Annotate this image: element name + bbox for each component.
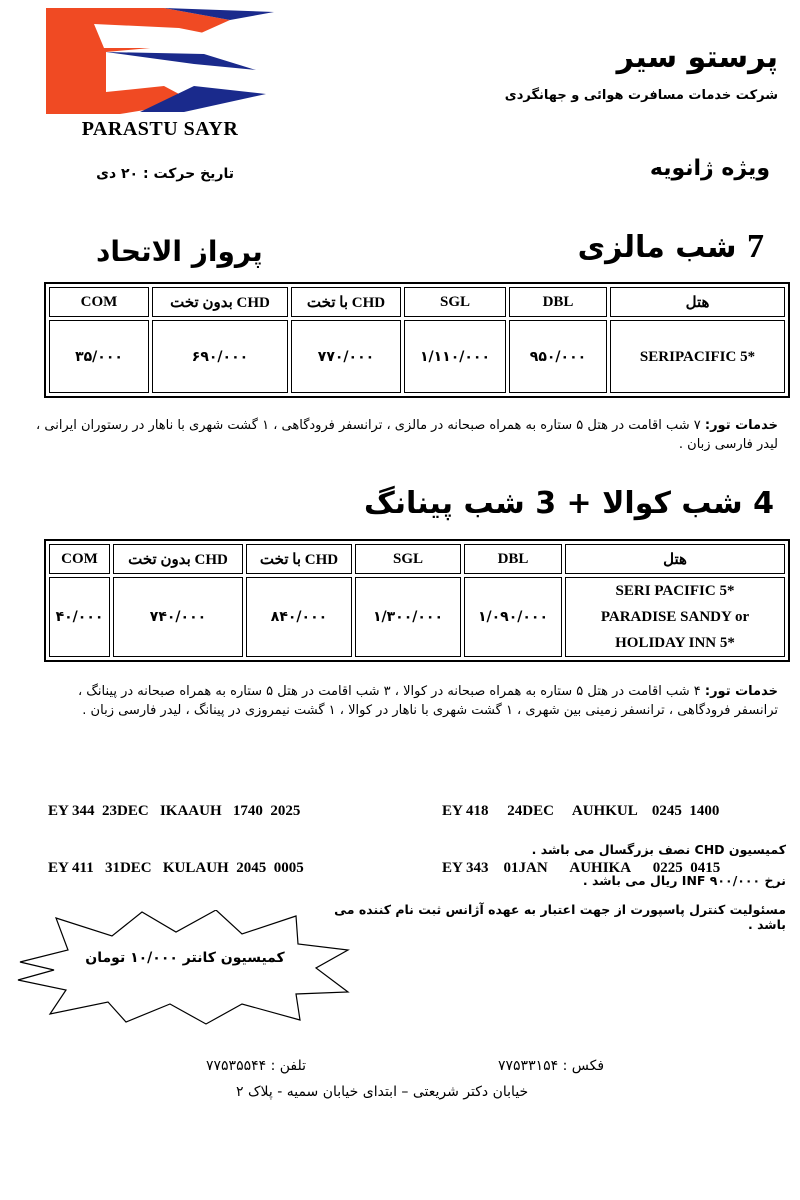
airline-name: پرواز الاتحاد — [96, 235, 263, 268]
table-row — [49, 577, 785, 657]
col-chd-nobed: CHD بدون تخت — [152, 287, 288, 317]
col-sgl: SGL — [404, 287, 506, 317]
col-com: COM — [49, 287, 149, 317]
table-header-row — [49, 544, 785, 574]
flight-row: EY 418 24DEC AUHKUL 0245 1400 — [442, 803, 720, 819]
hotel-name: HOLIDAY INN 5* — [615, 635, 735, 651]
services-label: خدمات تور: — [704, 418, 778, 433]
hotel-name: SERIPACIFIC 5* — [639, 348, 756, 365]
departure-date: تاریخ حرکت : ۲۰ دی — [96, 166, 234, 182]
note-inf-rate: نرخ INF ۹۰۰/۰۰۰ ریال می باشد . — [582, 873, 786, 888]
brand-name-persian: پرستو سیر — [616, 40, 778, 75]
company-logo-icon — [44, 6, 276, 118]
col-hotel: هتل — [565, 544, 785, 574]
price-sgl: ۱/۳۰۰/۰۰۰ — [355, 577, 461, 657]
address: خیابان دکتر شریعتی – ابتدای خیابان سمیه - پلاک ۲ — [236, 1084, 529, 1100]
hotel-cell — [565, 577, 785, 657]
col-dbl: DBL — [509, 287, 607, 317]
brand-subtitle: شرکت خدمات مسافرت هوائی و جهانگردی — [504, 88, 778, 103]
price-dbl: ۱/۰۹۰/۰۰۰ — [464, 577, 562, 657]
section1-nights: 7 — [747, 228, 764, 265]
phone-number: تلفن : ۷۷۵۳۵۵۴۴ — [206, 1058, 307, 1074]
section2-services — [48, 682, 778, 720]
special-offer-heading: ویژه ژانویه — [649, 156, 770, 181]
col-com: COM — [49, 544, 110, 574]
hotel-name: PARADISE SANDY or — [600, 609, 750, 625]
flight-row: EY 411 31DEC KULAUH 2045 0005 — [48, 860, 304, 876]
services-text: ۴ شب اقامت در هتل ۵ ستاره به همراه صبحانه در کوالا ، ۳ شب اقامت در هتل ۵ ستاره به همراه صبحانه در پینانگ ، ترانسفر فرودگاهی ، ترانسفر زمینی بین شهری ، ۱ گشت شهری با ناهار در کوالا ، ۱ گشت نیمروزی در پینانگ ، لیدر فارسی زبان . — [77, 684, 778, 718]
table-header-row — [49, 287, 785, 317]
price-chd-nobed: ۷۴۰/۰۰۰ — [113, 577, 243, 657]
col-chd-bed: CHD با تخت — [246, 544, 352, 574]
col-hotel: هتل — [610, 287, 785, 317]
note-passport: مسئولیت کنترل پاسپورت از جهت اعتبار به عهده آژانس ثبت نام کننده می باشد . — [334, 902, 786, 932]
section1-title — [578, 228, 764, 266]
flights-left — [48, 764, 304, 897]
hotel-name: SERI PACIFIC 5* — [615, 583, 735, 599]
section2-price-table — [44, 539, 790, 662]
section1-price-table — [44, 282, 790, 398]
table-row — [49, 320, 785, 393]
fax-number: فکس : ۷۷۵۳۳۱۵۴ — [498, 1058, 605, 1074]
col-dbl: DBL — [464, 544, 562, 574]
counter-commission: کمیسیون کانتر ۱۰/۰۰۰ تومان — [85, 950, 285, 966]
services-label: خدمات تور: — [704, 684, 778, 699]
price-chd-bed: ۸۴۰/۰۰۰ — [246, 577, 352, 657]
starburst-badge-icon — [10, 910, 355, 1025]
price-chd-nobed: ۶۹۰/۰۰۰ — [152, 320, 288, 393]
price-chd-bed: ۷۷۰/۰۰۰ — [291, 320, 401, 393]
section1-destination: شب مالزی — [577, 230, 737, 265]
brand-name-english: PARASTU SAYR — [81, 118, 239, 140]
hotel-cell — [610, 320, 785, 393]
col-chd-bed: CHD با تخت — [291, 287, 401, 317]
section1-services — [32, 416, 778, 454]
note-chd-commission: کمیسیون CHD نصف بزرگسال می باشد . — [531, 842, 786, 857]
price-sgl: ۱/۱۱۰/۰۰۰ — [404, 320, 506, 393]
col-sgl: SGL — [355, 544, 461, 574]
services-text: ۷ شب اقامت در هتل ۵ ستاره به همراه صبحانه در مالزی ، ترانسفر فرودگاهی ، ۱ گشت شهری با ناهار در رستوران ایرانی ، لیدر فارسی زبان . — [36, 418, 778, 452]
flight-row: EY 344 23DEC IKAAUH 1740 2025 — [48, 803, 301, 819]
price-com: ۳۵/۰۰۰ — [49, 320, 149, 393]
col-chd-nobed: CHD بدون تخت — [113, 544, 243, 574]
price-com: ۴۰/۰۰۰ — [49, 577, 110, 657]
flight-row: EY 343 01JAN AUHIKA 0225 0415 — [442, 860, 721, 876]
section2-title: 4 شب کوالا + 3 شب پینانگ — [364, 486, 774, 521]
price-dbl: ۹۵۰/۰۰۰ — [509, 320, 607, 393]
